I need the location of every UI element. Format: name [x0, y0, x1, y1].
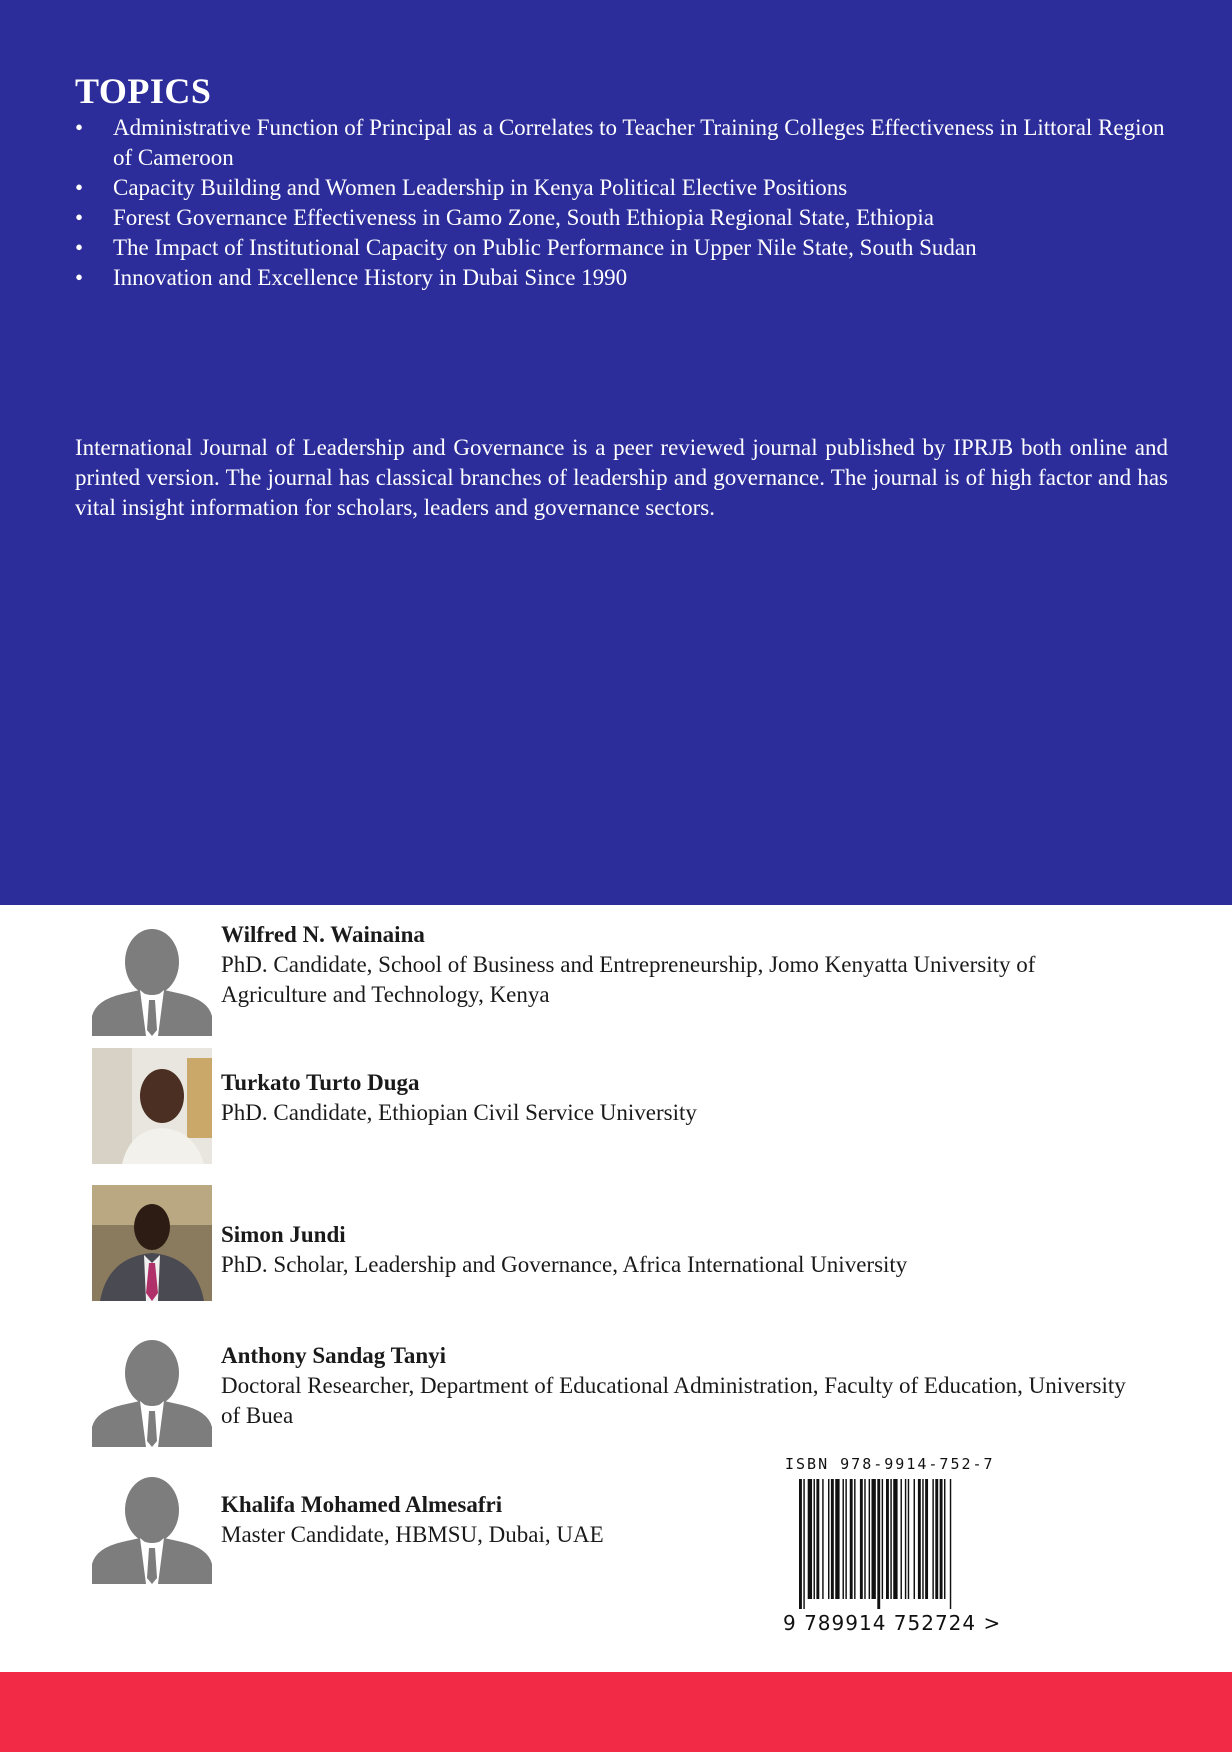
barcode-icon [799, 1479, 994, 1609]
author-name: Simon Jundi [221, 1222, 346, 1247]
topic-item [75, 113, 1170, 173]
author-entry [92, 920, 1142, 1036]
author-details [221, 1220, 1141, 1280]
author-affiliation: Doctoral Researcher, Department of Educational Administration, Faculty of Education, University of Buea [221, 1373, 1126, 1428]
author-details [221, 920, 1141, 1010]
topic-item [75, 263, 1170, 293]
isbn-label: ISBN 978-9914-752-7 [785, 1455, 995, 1473]
topic-item [75, 173, 1170, 203]
bullet-icon: • [75, 115, 84, 140]
author-affiliation: PhD. Candidate, School of Business and Entrepreneurship, Jomo Kenyatta University of Agriculture and Technology, Kenya [221, 952, 1036, 1007]
author-name: Khalifa Mohamed Almesafri [221, 1492, 503, 1517]
journal-description: International Journal of Leadership and Governance is a peer reviewed journal published by IPRJB both online and printed version. The journal has classical branches of leadership and governance. The journal is of high factor and has vital insight information for scholars, leaders and governance sectors. [75, 435, 1168, 520]
topic-text: Forest Governance Effectiveness in Gamo Zone, South Ethiopia Regional State, Ethiopia [113, 205, 934, 230]
topic-text: The Impact of Institutional Capacity on Public Performance in Upper Nile State, South Sudan [113, 235, 977, 260]
author-photo [92, 1185, 212, 1301]
author-name: Anthony Sandag Tanyi [221, 1343, 447, 1368]
bottom-color-bar [0, 1672, 1232, 1752]
barcode-digits: 9 789914 752724 > [783, 1611, 1002, 1635]
bullet-icon: • [75, 175, 84, 200]
placeholder-silhouette-icon [92, 1331, 212, 1447]
topic-text: Capacity Building and Women Leadership in Kenya Political Elective Positions [113, 175, 848, 200]
placeholder-silhouette-icon [92, 1468, 212, 1584]
author-affiliation: PhD. Scholar, Leadership and Governance, Africa International University [221, 1252, 908, 1277]
author-entry [92, 1048, 1142, 1164]
author-name: Wilfred N. Wainaina [221, 922, 425, 947]
author-details [221, 1341, 1141, 1431]
topic-item [75, 233, 1170, 263]
topic-text: Innovation and Excellence History in Dubai Since 1990 [113, 265, 628, 290]
author-photo [92, 1048, 212, 1164]
author-entry [92, 1331, 1142, 1447]
author-affiliation: Master Candidate, HBMSU, Dubai, UAE [221, 1522, 604, 1547]
topics-heading: TOPICS [75, 71, 212, 111]
author-affiliation: PhD. Candidate, Ethiopian Civil Service University [221, 1100, 697, 1125]
topic-item [75, 203, 1170, 233]
bullet-icon: • [75, 265, 84, 290]
author-details [221, 1068, 1141, 1128]
placeholder-silhouette-icon [92, 920, 212, 1036]
isbn-barcode-block [783, 1455, 1008, 1635]
bullet-icon: • [75, 205, 84, 230]
topic-text: Administrative Function of Principal as a Correlates to Teacher Training Colleges Effectiveness in Littoral Region of Cameroon [113, 115, 1165, 170]
bullet-icon: • [75, 235, 84, 260]
author-name: Turkato Turto Duga [221, 1070, 420, 1095]
topics-list [75, 113, 1170, 293]
author-entry [92, 1185, 1142, 1301]
